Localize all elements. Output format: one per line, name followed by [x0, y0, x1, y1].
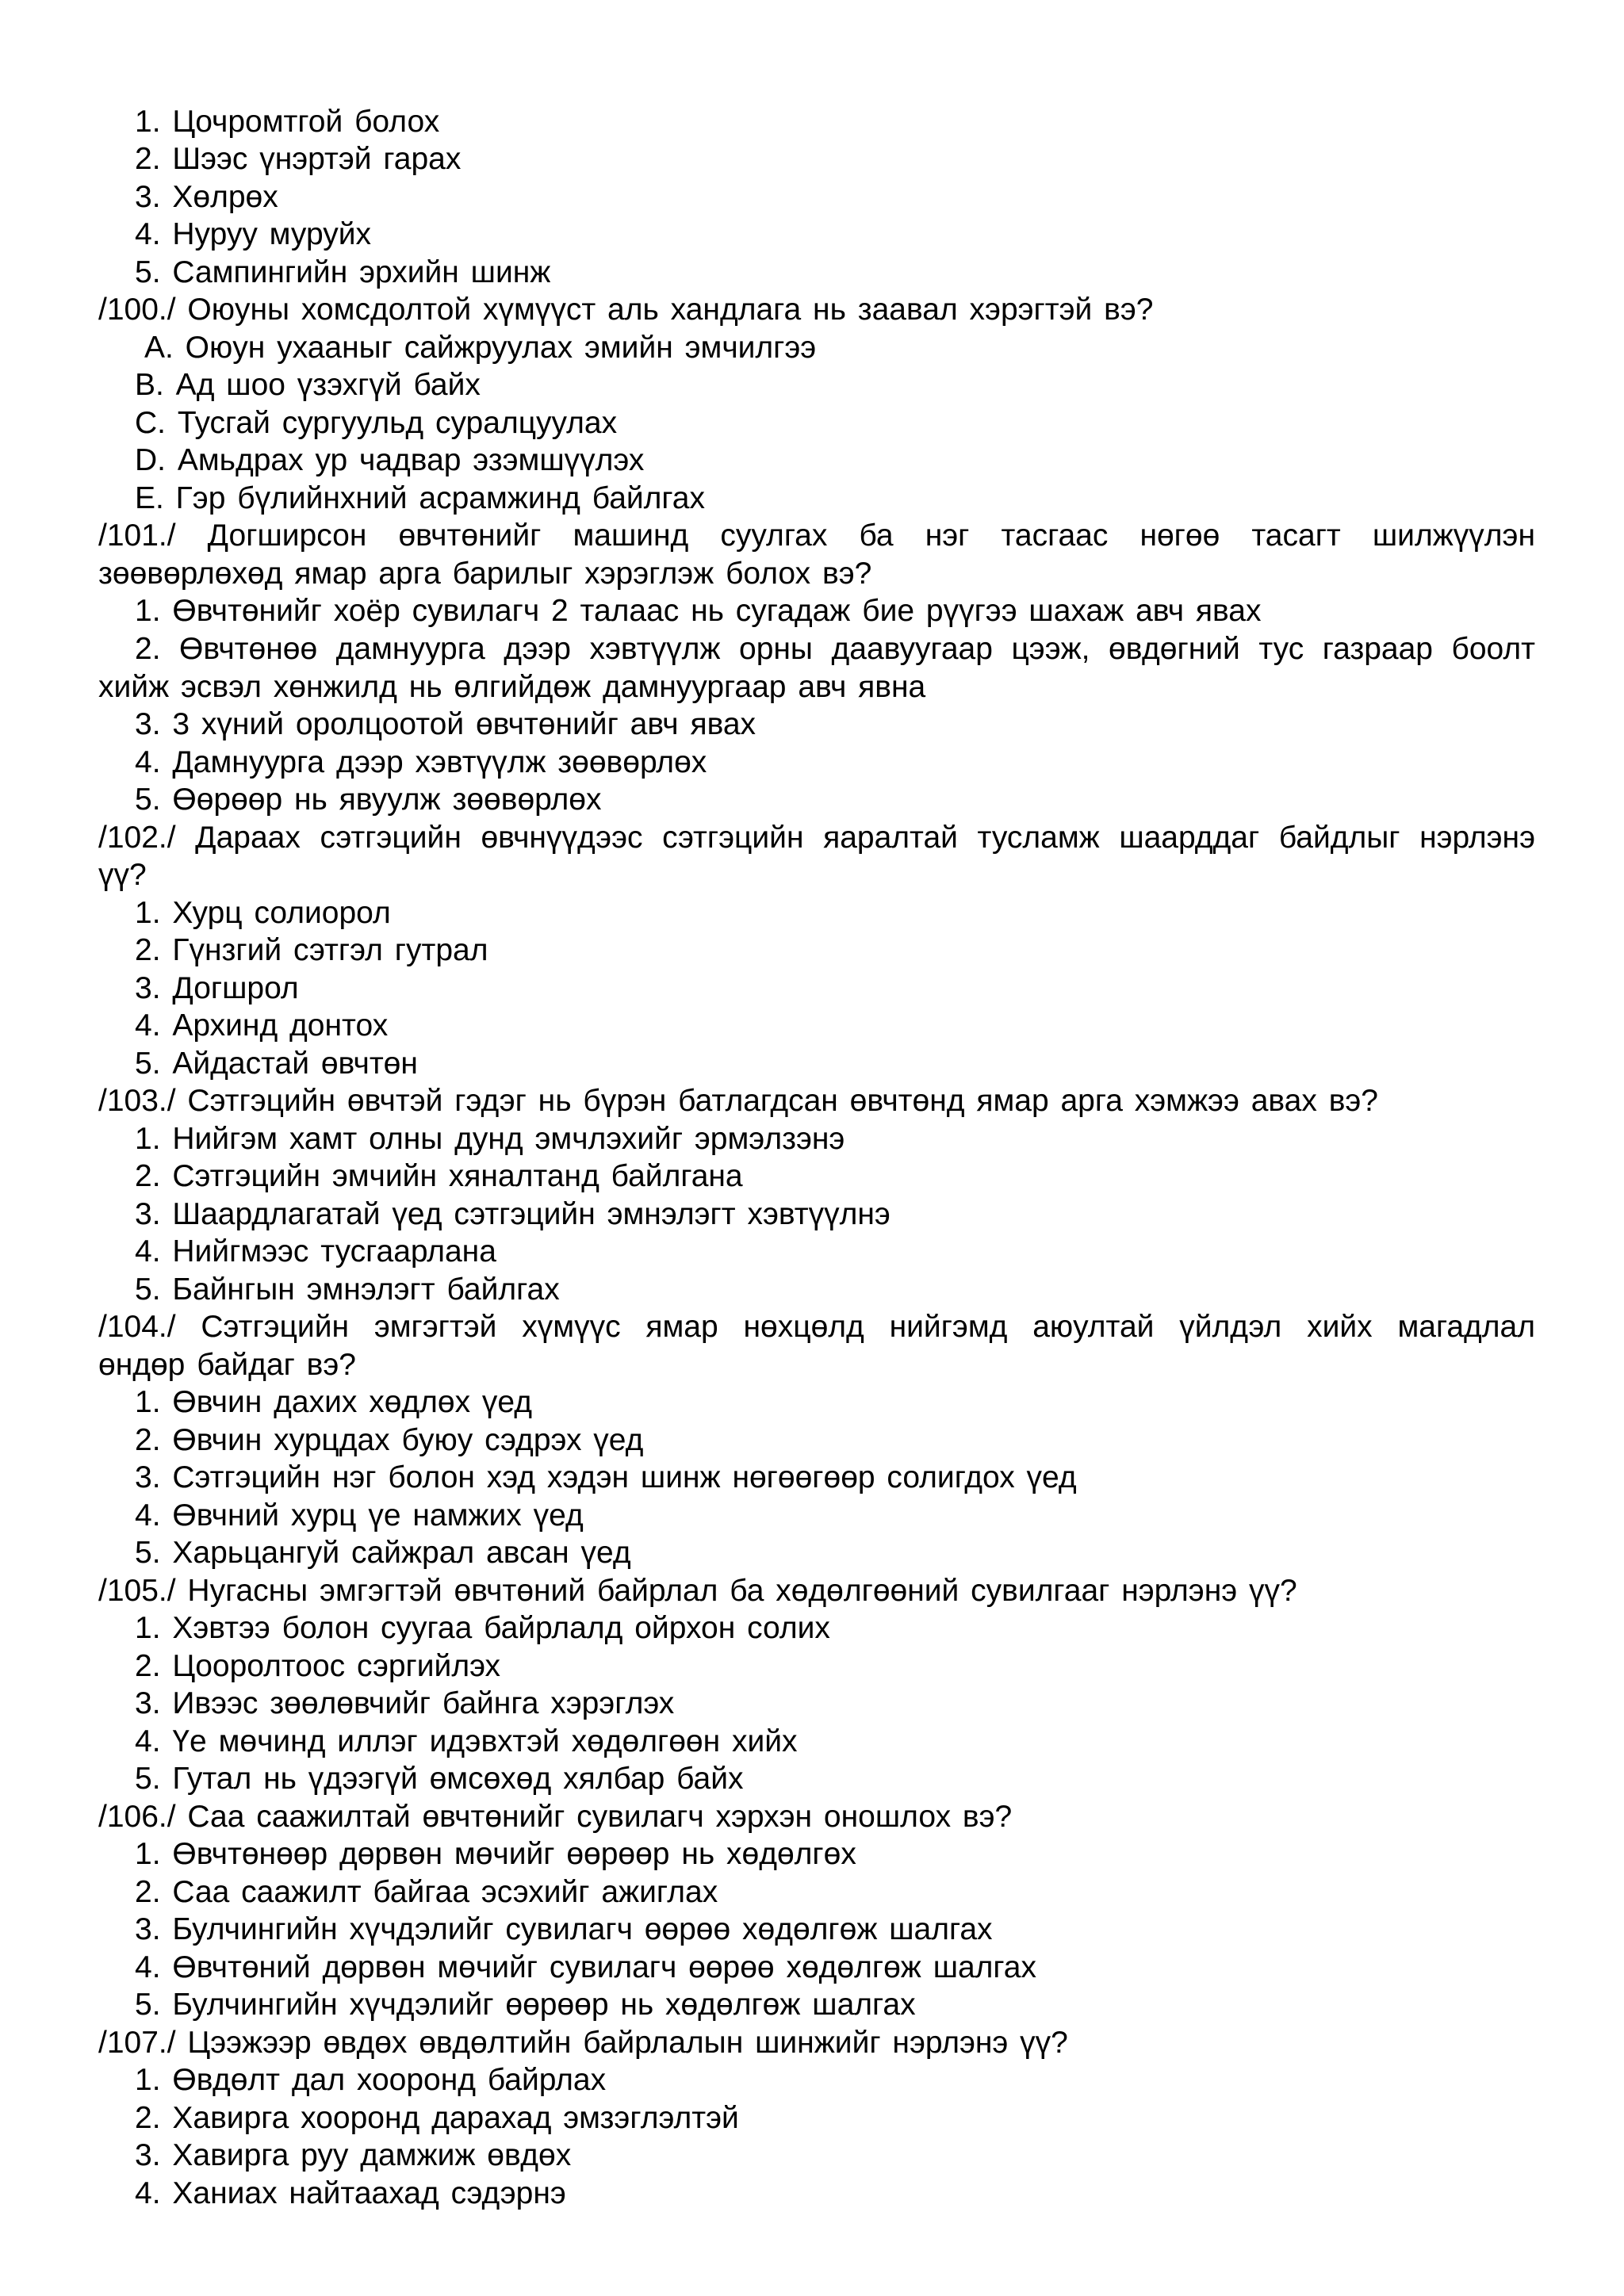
answer-option: 5. Булчингийн хүчдэлийг өөрөөр нь хөдөлгөж шалгах [135, 1988, 916, 2022]
answer-option: 4. Өвчтөний дөрвөн мөчийг сувилагч өөрөө хөдөлгөж шалгах [135, 1950, 1036, 1984]
answer-option: 3. Догшрол [135, 971, 299, 1005]
answer-option: 4. Архинд донтох [135, 1008, 389, 1043]
question-text: /105./ Нугасны эмгэгтэй өвчтөний байрлал ба хөдөлгөөний сувилгааг нэрлэнэ үү? [98, 1574, 1297, 1608]
answer-option: 1. Өвчин дахих хөдлөх үед [135, 1385, 533, 1419]
question-text: /106./ Саа саажилтай өвчтөнийг сувилагч хэрхэн оношлох вэ? [98, 1800, 1013, 1834]
answer-option: 1. Цочромтгой болох [135, 105, 440, 139]
answer-option: D. Амьдрах ур чадвар эзэмшүүлэх [135, 443, 645, 477]
answer-option: 4. Ханиах найтаахад сэдэрнэ [135, 2176, 566, 2210]
question-text: /100./ Оюуны хомсдолтой хүмүүст аль хандлага нь заавал хэрэгтэй вэ? [98, 293, 1154, 327]
answer-option: 4. Өвчний хурц үе намжих үед [135, 1498, 584, 1533]
answer-option: 1. Хэвтээ болон суугаа байрлалд ойрхон солих [135, 1611, 830, 1645]
answer-option: 5. Өөрөөр нь явуулж зөөвөрлөх [135, 783, 602, 817]
question-text: /103./ Сэтгэцийн өвчтэй гэдэг нь бүрэн батлагдсан өвчтөнд ямар арга хэмжээ авах вэ? [98, 1084, 1378, 1118]
answer-option: 3. Ивээс зөөлөвчийг байнга хэрэглэх [135, 1686, 675, 1720]
answer-option: 5. Харьцангуй сайжрал авсан үед [135, 1536, 631, 1570]
answer-option: 1. Өвчтөнөөр дөрвөн мөчийг өөрөөр нь хөдөлгөх [135, 1837, 856, 1871]
question-text: /104./ Сэтгэцийн эмгэгтэй хүмүүс ямар нөхцөлд нийгэмд аюултай үйлдэл хийх магадлал [98, 1310, 1535, 1344]
answer-option: 1. Өвчтөнийг хоёр сувилагч 2 талаас нь сугадаж бие рүүгээ шахаж авч явах [135, 594, 1262, 628]
question-text: зөөвөрлөхөд ямар арга барилыг хэрэглэж болох вэ? [98, 557, 872, 591]
answer-option: C. Тусгай сургуульд суралцуулах [135, 406, 618, 440]
answer-option: 3. Шаардлагатай үед сэтгэцийн эмнэлэгт хэвтүүлнэ [135, 1197, 891, 1231]
answer-option: 5. Гутал нь үдээгүй өмсөхөд хялбар байх [135, 1762, 744, 1796]
answer-option: E. Гэр бүлийнхний асрамжинд байлгах [135, 481, 705, 515]
answer-option: 3. 3 хүний оролцоотой өвчтөнийг авч явах [135, 707, 756, 741]
question-text: өндөр байдаг вэ? [98, 1348, 356, 1382]
answer-option: 2. Өвчин хурцдах буюу сэдрэх үед [135, 1423, 644, 1457]
answer-option: 1. Нийгэм хамт олны дунд эмчлэхийг эрмэлзэнэ [135, 1122, 845, 1156]
answer-option: 1. Өвдөлт дал хооронд байрлах [135, 2063, 607, 2097]
answer-option: 3. Хөлрөх [135, 180, 278, 214]
answer-option: 4. Нийгмээс тусгаарлана [135, 1234, 496, 1269]
answer-option: 1. Хурц солиорол [135, 896, 391, 930]
question-text: /102./ Дараах сэтгэцийн өвчнүүдээс сэтгэцийн яаралтай тусламж шаарддаг байдлыг нэрлэнэ [98, 821, 1535, 855]
answer-option: 2. Цооролтоос сэргийлэх [135, 1649, 501, 1683]
answer-option: 5. Айдастай өвчтөн [135, 1047, 418, 1081]
answer-option: 5. Сампингийн эрхийн шинж [135, 255, 551, 289]
answer-option: B. Ад шоо үзэхгүй байх [135, 368, 481, 402]
answer-option: 2. Өвчтөнөө дамнуурга дээр хэвтүүлж орны даавуугаар цээж, өвдөгний тус газраар боолт [135, 632, 1535, 666]
answer-option: 2. Саа саажилт байгаа эсэхийг ажиглах [135, 1875, 718, 1909]
question-text: /107./ Цээжээр өвдөх өвдөлтийн байрлалын шинжийг нэрлэнэ үү? [98, 2026, 1068, 2060]
question-text: /101./ Догширсон өвчтөнийг машинд суулгах ба нэг тасгаас нөгөө тасагт шилжүүлэн [98, 519, 1535, 553]
answer-option: 2. Шээс үнэртэй гарах [135, 142, 462, 176]
question-text: үү? [98, 858, 147, 892]
answer-option: 4. Үе мөчинд иллэг идэвхтэй хөдөлгөөн хийх [135, 1724, 798, 1758]
answer-option: 2. Хавирга хооронд дарахад эмзэглэлтэй [135, 2101, 739, 2135]
answer-option: 4. Дамнуурга дээр хэвтүүлж зөөвөрлөх [135, 745, 707, 779]
answer-option: 5. Байнгын эмнэлэгт байлгах [135, 1272, 560, 1307]
answer-option: хийж эсвэл хөнжилд нь өлгийдөж дамнуургаар авч явна [98, 670, 926, 704]
answer-option: 3. Хавирга руу дамжиж өвдөх [135, 2138, 572, 2172]
answer-option: 3. Булчингийн хүчдэлийг сувилагч өөрөө хөдөлгөж шалгах [135, 1912, 993, 1946]
answer-option: 4. Нуруу муруйх [135, 217, 372, 251]
answer-option: 2. Гүнзгий сэтгэл гутрал [135, 933, 488, 967]
answer-option: 3. Сэтгэцийн нэг болон хэд хэдэн шинж нөгөөгөөр солигдох үед [135, 1460, 1077, 1494]
answer-option: A. Оюун ухааныг сайжруулах эмийн эмчилгээ [144, 331, 817, 365]
answer-option: 2. Сэтгэцийн эмчийн хяналтанд байлгана [135, 1159, 743, 1193]
